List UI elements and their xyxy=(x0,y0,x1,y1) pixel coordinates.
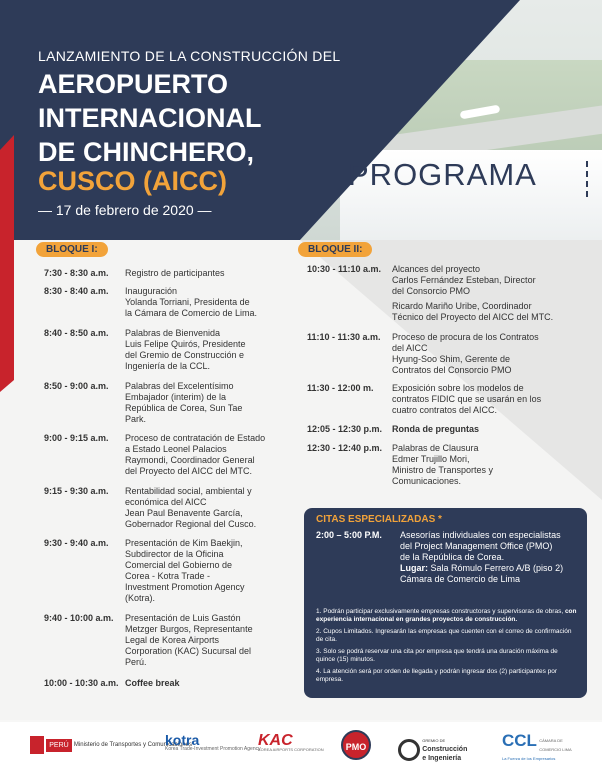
citas-desc: Asesorías individuales con especialistas del Project Management Office (PMO) de la República de Corea. Lugar: Sala Rómulo Ferrero A/B (piso 2) Cámara de Comercio de Lima xyxy=(400,530,564,584)
bloque-1-label: BLOQUE I: xyxy=(36,242,108,257)
b2-desc: Palabras de Clausura Edmer Trujillo Mori, Ministro de Transportes y Comunicaciones. xyxy=(392,443,494,486)
b1-desc: Palabras del Excelentísimo Embajador (interim) de la República de Corea, Sun Tae Park. xyxy=(125,381,243,424)
b1-desc: Registro de participantes xyxy=(125,268,225,278)
b1-time: 9:00 - 9:15 a.m. xyxy=(44,433,109,443)
logo-pmo: PMO xyxy=(341,730,371,760)
b2-time: 12:05 - 12:30 p.m. xyxy=(307,424,383,434)
logo-ccl: CCL CÁMARA DE COMERCIO LIMA La Fuerza de los Empresarios xyxy=(502,731,572,761)
b2-desc: Alcances del proyecto Carlos Fernández Esteban, Director del Consorcio PMO Ricardo Mariño Uribe, Coordinador Técnico del Proyecto del AICC del MTC. xyxy=(392,264,554,322)
b1-time: 9:40 - 10:00 a.m. xyxy=(44,613,114,623)
b1-desc: Rentabilidad social, ambiental y económica del AICC Jean Paul Benavente García, Gobernador Regional del Cusco. xyxy=(125,486,257,529)
b1-desc: Proceso de contratación de Estado a Estado Leonel Palacios Raymondi, Coordinador General del Proyecto del AICC del MTC. xyxy=(125,433,266,476)
citas-title: CITAS ESPECIALIZADAS * xyxy=(316,514,442,525)
b1-desc: Palabras de Bienvenida Luis Felipe Quirós, Presidente del Gremio de Construcción e Ingeniería de la CCL. xyxy=(125,328,246,371)
citas-box xyxy=(304,508,587,698)
header-title-line3: DE CHINCHERO, xyxy=(38,137,255,167)
logo-kac: KAC KOREA AIRPORTS CORPORATION xyxy=(258,732,324,752)
b1-desc: Presentación de Kim Baekjin, Subdirector de la Oficina Comercial del Gobierno de Corea - Kotra Trade - Investment Promotion Agency (Kotra). xyxy=(125,538,245,603)
b2-time: 10:30 - 11:10 a.m. xyxy=(307,264,382,274)
logo-gremio: GREMIO DE Construcción e Ingeniería xyxy=(398,736,467,763)
b1-time: 9:30 - 9:40 a.m. xyxy=(44,538,109,548)
header xyxy=(38,48,340,218)
b2-time: 12:30 - 12:40 p.m. xyxy=(307,443,383,453)
logo-kotra: kotra Korea Trade-Investment Promotion Agency xyxy=(165,732,261,752)
b1-desc: Inauguración Yolanda Torriani, Presidenta de la Cámara de Comercio de Lima. xyxy=(125,286,258,318)
b2-desc: Exposición sobre los modelos de contratos FIDIC que se usarán en los cuatro contratos del AICC. xyxy=(392,383,542,415)
b1-time: 9:15 - 9:30 a.m. xyxy=(44,486,109,496)
b2-time: 11:10 - 11:30 a.m. xyxy=(307,332,381,342)
b1-time: 10:00 - 10:30 a.m. xyxy=(44,678,119,688)
b2-desc: Proceso de procura de los Contratos del AICC Hyung-Soo Shim, Gerente de Contratos del Consorcio PMO xyxy=(392,332,539,375)
header-title-line1: AEROPUERTO xyxy=(38,69,229,99)
b2-desc: Ronda de preguntas xyxy=(392,424,480,434)
logo-mtc: PERÚ Ministerio de Transportes y Comunicaciones xyxy=(30,736,192,754)
logos-bar xyxy=(0,722,602,779)
header-date: — 17 de febrero de 2020 — xyxy=(38,202,212,218)
b1-desc: Presentación de Luis Gastón Metzger Burgos, Representante Legal de Korea Airports Corporation (KAC) Sucursal del Perú. xyxy=(125,613,253,667)
b1-time: 7:30 - 8:30 a.m. xyxy=(44,268,109,278)
b2-time: 11:30 - 12:00 m. xyxy=(307,383,374,393)
b1-desc: Coffee break xyxy=(125,678,180,688)
citas-notes: 1. Podrán participar exclusivamente empresas constructoras y supervisoras de obras, con experiencia internacional en grandes proyectos de construcción. 2. Cupos Limitados. Ingresarán las empresas que cuenten con el correo de confirmación de cita. 3. Solo se podrá reservar una cita por empresa que tendrá una duración máxima de quince (15) minutos. 4. La atención será por orden de llegada y podrán ingresar dos (2) participantes por empresa. xyxy=(316,608,577,683)
header-title-line2: INTERNACIONAL xyxy=(38,103,262,133)
bloque-2-label: BLOQUE II: xyxy=(298,242,372,257)
header-title-cusco: CUSCO (AICC) xyxy=(38,166,227,196)
programa-title: PROGRAMA xyxy=(348,157,588,201)
header-subtitle: LANZAMIENTO DE LA CONSTRUCCIÓN DEL xyxy=(38,48,341,64)
b1-time: 8:30 - 8:40 a.m. xyxy=(44,286,109,296)
b1-time: 8:50 - 9:00 a.m. xyxy=(44,381,109,391)
b1-time: 8:40 - 8:50 a.m. xyxy=(44,328,109,338)
citas-time: 2:00 – 5:00 P.M. xyxy=(316,530,382,540)
